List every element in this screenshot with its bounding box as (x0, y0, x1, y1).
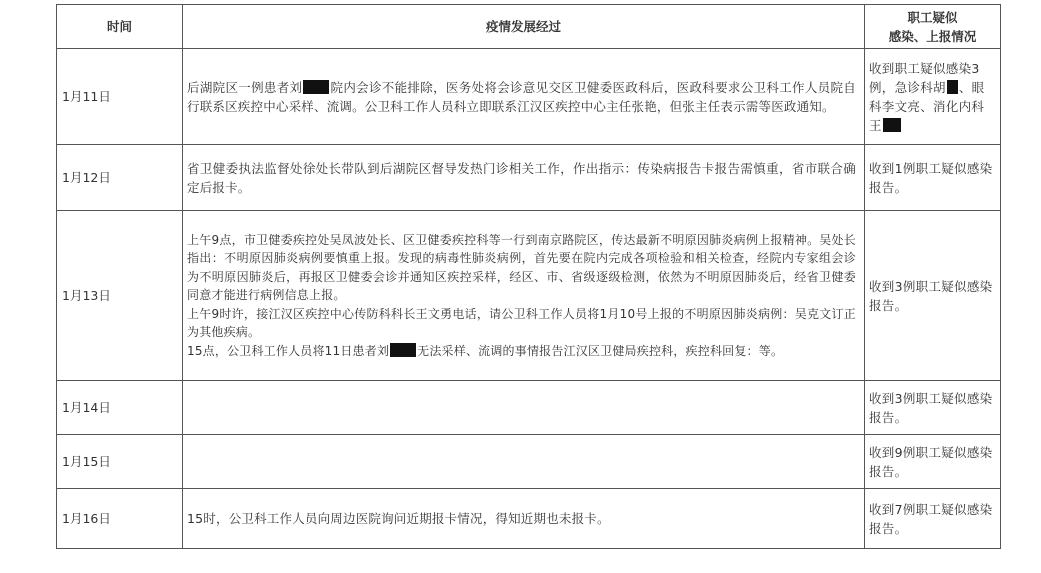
row-date: 1月15日 (57, 435, 183, 489)
header-date: 时间 (57, 5, 183, 49)
row-date: 1月12日 (57, 145, 183, 211)
row-report: 收到1例职工疑似感染报告。 (865, 145, 1001, 211)
row-event: 省卫健委执法监督处徐处长带队到后湖院区督导发热门诊相关工作，作出指示：传染病报告卡报告需慎重，省市联合确定后报卡。 (183, 145, 865, 211)
report-text-part: 收到职工疑似感染3例，急诊科胡 (869, 60, 980, 95)
redaction-block (303, 80, 329, 94)
row-date: 1月13日 (57, 211, 183, 381)
header-report (865, 5, 1001, 49)
row-report: 收到3例职工疑似感染报告。 (865, 211, 1001, 381)
table-row (57, 49, 1001, 145)
table-row (57, 145, 1001, 211)
row-report (865, 49, 1001, 145)
row-report: 收到7例职工疑似感染报告。 (865, 489, 1001, 549)
row-event (183, 211, 865, 381)
redaction-block (883, 118, 901, 132)
event-paragraph (187, 342, 856, 361)
event-text-part: 后湖院区一例患者刘 (187, 79, 303, 95)
event-text-part: 院内会诊不能排除，医务处将会诊意见交区卫健委医政科后，医政科要求公卫科工作人员院自行联系区疾控中心采样、流调。公卫科工作人员科立即联系江汉区疾控中心主任张艳，但张主任表示需等医政通知。 (187, 79, 856, 114)
table-row (57, 211, 1001, 381)
row-report: 收到9例职工疑似感染报告。 (865, 435, 1001, 489)
header-events: 疫情发展经过 (183, 5, 865, 49)
row-event (183, 49, 865, 145)
table-header-row (57, 5, 1001, 49)
redaction-block (390, 343, 416, 357)
row-event: 15时，公卫科工作人员向周边医院询问近期报卡情况，得知近期也未报卡。 (183, 489, 865, 549)
table-row (57, 489, 1001, 549)
table-row (57, 381, 1001, 435)
header-report-line2: 感染、上报情况 (888, 28, 977, 44)
event-paragraph: 上午9点，市卫健委疾控处吴凤波处长、区卫健委疾控科等一行到南京路院区，传达最新不明原因肺炎病例上报精神。吴处长指出：不明原因肺炎病例要慎重上报。发现的病毒性肺炎病例，首先要在院内完成各项检验和相关检查，经院内专家组会诊为不明原因肺炎后，再报区卫健委会诊并通知区疾控采样，经区、市、省级逐级检测，依然为不明原因肺炎后，经省卫健委同意才能进行病例信息上报。 (187, 232, 856, 303)
row-date: 1月16日 (57, 489, 183, 549)
event-text-part: 15点，公卫科工作人员将11日患者刘 (187, 343, 390, 358)
row-date: 1月14日 (57, 381, 183, 435)
row-event (183, 381, 865, 435)
row-event (183, 435, 865, 489)
row-report: 收到3例职工疑似感染报告。 (865, 381, 1001, 435)
table-row (57, 435, 1001, 489)
row-date: 1月11日 (57, 49, 183, 145)
header-report-line1: 职工疑似 (907, 9, 958, 25)
event-paragraph: 上午9时许，接江汉区疾控中心传防科科长王文勇电话，请公卫科工作人员将1月10号上报的不明原因肺炎病例：吴克文订正为其他疾病。 (187, 306, 856, 340)
redaction-block (947, 80, 958, 94)
event-text-part: 无法采样、流调的事情报告江汉区卫健局疾控科，疾控科回复：等。 (417, 343, 784, 358)
report-text-part: 、眼科李文亮、消化内科王 (869, 79, 985, 133)
epidemic-timeline-table (56, 4, 1001, 549)
